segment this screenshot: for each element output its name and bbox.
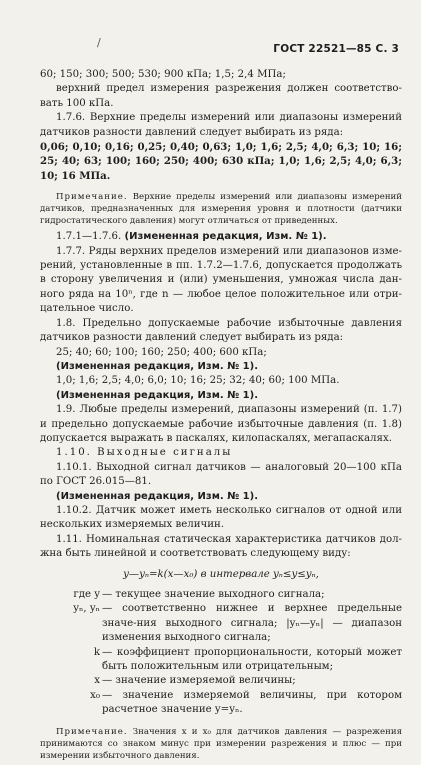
note-2-label: Примечание. <box>56 726 128 737</box>
note-1 <box>40 191 402 227</box>
definition-text: — значение измеряемой величины; <box>102 675 296 687</box>
definition-row <box>40 689 402 718</box>
amendment-label-2: (Измененная редакция, Изм. № 1). <box>56 360 259 372</box>
overpressure-series-kpa: 25; 40; 60; 100; 160; 250; 400; 600 кПа; <box>56 346 267 358</box>
definition-symbol: x <box>94 675 100 687</box>
vacuum-limit-paragraph: верхний предел измерения разрежения должен соответство-вать 100 кПа. <box>40 83 402 109</box>
overpressure-series-mpa: 1,0; 1,6; 2,5; 4,0; 6,0; 10; 16; 25; 32; 40; 60; 100 МПа. <box>56 375 340 387</box>
clause-1-10-1: 1.10.1. Выходной сигнал датчиков — аналоговый 20—100 кПа по ГОСТ 26.015—81. <box>40 461 402 488</box>
clause-1-10-heading: 1.10. Выходные сигналы <box>56 447 233 459</box>
amendment-clauses: 1.7.1—1.7.6. <box>56 231 122 243</box>
note-1-label: Примечание. <box>56 192 128 203</box>
document-body <box>40 68 402 765</box>
characteristic-formula: y—yₙ=k(x—x₀) в интервале yₙ≤y≤yₙ, <box>123 568 319 580</box>
definition-row <box>40 588 402 602</box>
note-1-text: Верхние пределы измерений или диапазоны измерений датчиков, предназначенных для измерения уровня и плотности (датчики гидростатического давления) могут отличаться от приведенных. <box>40 192 403 227</box>
clause-1-11: 1.11. Номинальная статическая характеристика датчиков дол-жна быть линейной и соответствовать следующему виду: <box>40 533 402 560</box>
clause-1-9: 1.9. Любые пределы измерений, диапазоны измерений (п. 1.7) и предельно допускаемые рабочие избыточные давления (п. 1.8) допускается выражать в паскалях, килопаскалях, мегапаскалях. <box>40 404 402 444</box>
clause-1-8: 1.8. Предельно допускаемые рабочие избыточные давления датчиков разности давлений следует выбирать из ряда: <box>40 317 402 344</box>
definition-text: — текущее значение выходного сигнала; <box>102 589 325 600</box>
note-2-text: Значения x и x₀ для датчиков давления — разрежения принимаются со знаком минус при измерении разрежения и плюс — при измерении избыточного давления. <box>40 726 402 761</box>
clause-1-7-7: 1.7.7. Ряды верхних пределов измерений или диапазонов изме-рений, установленные в пп. 1.7.2—1.7.6, допускается продолжать в сторону увеличения и (или) уменьшения, умножая числа дан-ного ряда на 10ⁿ, где n — любое целое положительное или отри-цательное число. <box>40 245 402 315</box>
definition-text: — значение измеряемой величины, при котором расчетное значение y=yₙ. <box>102 689 402 716</box>
definition-symbol: yₙ, yₙ <box>73 603 100 615</box>
amendment-label-3: (Измененная редакция, Изм. № 1). <box>56 389 259 401</box>
definition-row <box>40 674 402 688</box>
definition-symbol: k <box>93 646 100 658</box>
clause-1-10-2: 1.10.2. Датчик может иметь несколько сигналов от одной или нескольких измеряемых величин. <box>40 504 402 531</box>
pressure-range-line: 60; 150; 300; 500; 530; 900 кПа; 1,5; 2,4 МПа; <box>40 69 286 80</box>
amendment-label: (Измененная редакция, Изм. № 1). <box>124 231 327 243</box>
amendment-1-7 <box>40 230 402 244</box>
definition-symbol: x₀ <box>90 689 100 701</box>
margin-mark: / <box>97 36 101 49</box>
definition-text: — коэффициент пропорциональности, который может быть положительным или отрицательным; <box>102 646 402 673</box>
definition-row <box>40 646 402 675</box>
definition-row <box>40 602 402 645</box>
definition-symbol: где y <box>73 589 100 600</box>
amendment-label-4: (Измененная редакция, Изм. № 1). <box>56 490 259 502</box>
differential-pressure-series: 0,06; 0,10; 0,16; 0,25; 0,40; 0,63; 1,0; 1,6; 2,5; 4,0; 6,3; 10; 16; 25; 40; 63; 100; 160; 250; 400; 630 кПа; 1,0; 1,6; 2,5; 4,0; 6,3; 10; 16 МПа. <box>40 141 402 182</box>
definition-text: — соответственно нижнее и верхнее предельные значе-ния выходного сигнала; |yₙ—yₙ| — диапазон изменения выходного сигнала; <box>102 603 402 644</box>
note-2 <box>40 726 402 762</box>
clause-1-7-6: 1.7.6. Верхние пределы измерений или диапазоны измерений датчиков разности давлений следует выбирать из ряда: <box>40 112 402 138</box>
page-header: ГОСТ 22521—85 С. 3 <box>273 43 399 55</box>
symbol-definitions <box>40 588 402 718</box>
